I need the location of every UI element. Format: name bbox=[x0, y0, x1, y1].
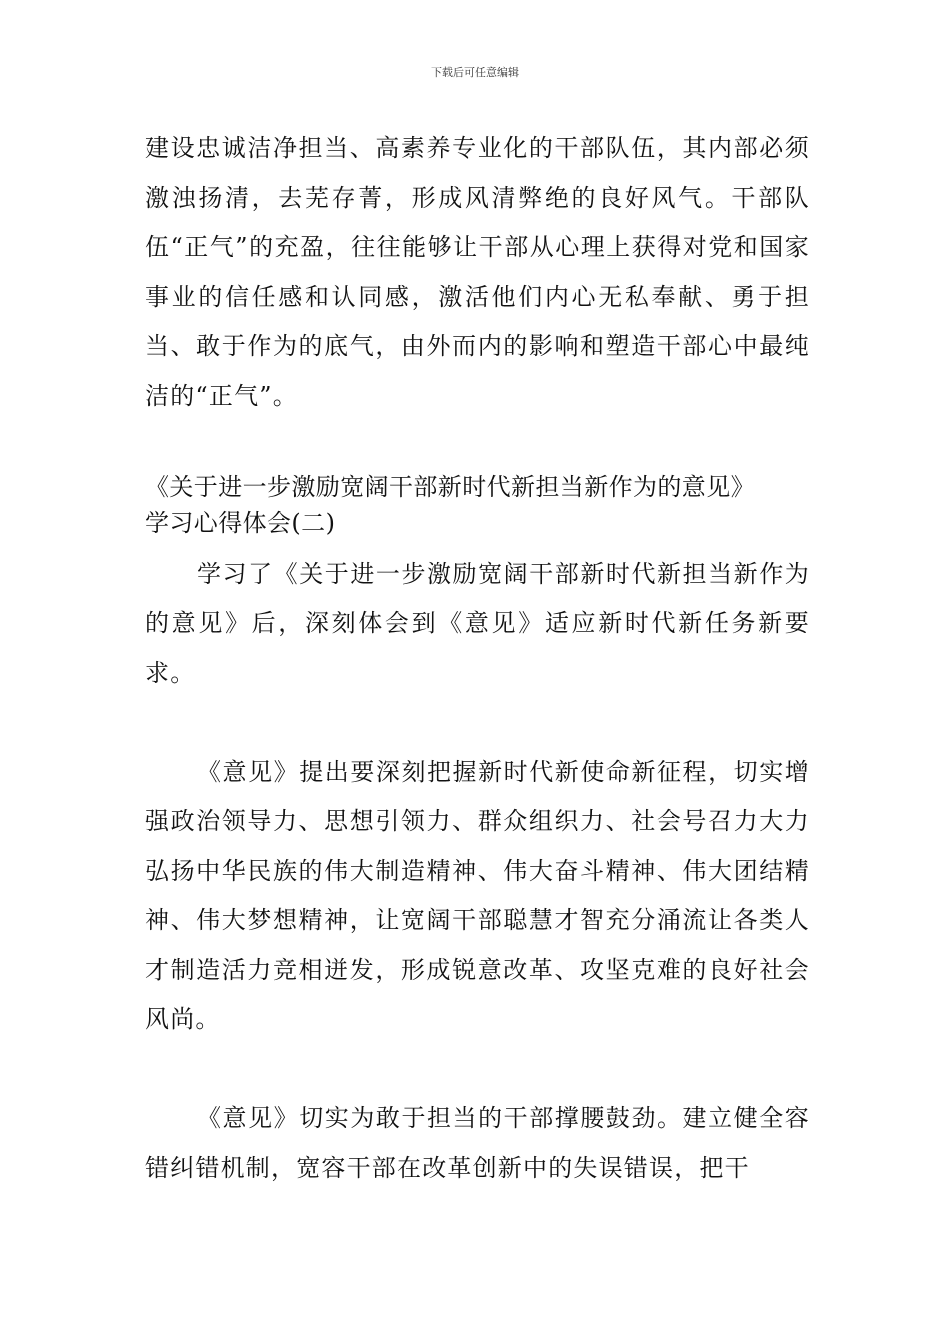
paragraph-gap bbox=[145, 1045, 810, 1095]
paragraph-opinion-support: 《意见》切实为敢于担当的干部撑腰鼓劲。建立健全容错纠错机制，宽容干部在改革创新中的失误错误，把干 bbox=[145, 1104, 810, 1182]
paragraph-gap bbox=[145, 421, 810, 471]
paragraph-gap bbox=[145, 698, 810, 748]
section-heading-subtitle: 学习心得体会(二) bbox=[145, 508, 336, 537]
paragraph-opinion-mission: 《意见》提出要深刻把握新时代新使命新征程，切实增强政治领导力、思想引领力、群众组织力、社会号召力大力弘扬中华民族的伟大制造精神、伟大奋斗精神、伟大团结精神、伟大梦想精神，让宽阔干部聪慧才智充分涌流让各类人才制造活力竞相迸发，形成锐意改革、攻坚克难的良好社会风尚。 bbox=[145, 757, 810, 1033]
section-heading bbox=[145, 469, 810, 541]
paragraph-cadre-integrity: 建设忠诚洁净担当、高素养专业化的干部队伍，其内部必须激浊扬清，去芜存菁，形成风清弊绝的良好风气。干部队伍“正气”的充盈，往往能够让干部从心理上获得对党和国家事业的信任感和认同感，激活他们内心无私奉献、勇于担当、敢于作为的底气，由外而内的影响和塑造干部心中最纯洁的“正气”。 bbox=[145, 134, 810, 410]
section-heading-title: 《关于进一步激励宽阔干部新时代新担当新作为的意见》 bbox=[145, 472, 755, 501]
paragraph-study-intro: 学习了《关于进一步激励宽阔干部新时代新担当新作为的意见》后，深刻体会到《意见》适应新时代新任务新要求。 bbox=[145, 559, 810, 687]
document-body bbox=[145, 124, 810, 1193]
page-header-note: 下载后可任意编辑 bbox=[431, 66, 519, 79]
